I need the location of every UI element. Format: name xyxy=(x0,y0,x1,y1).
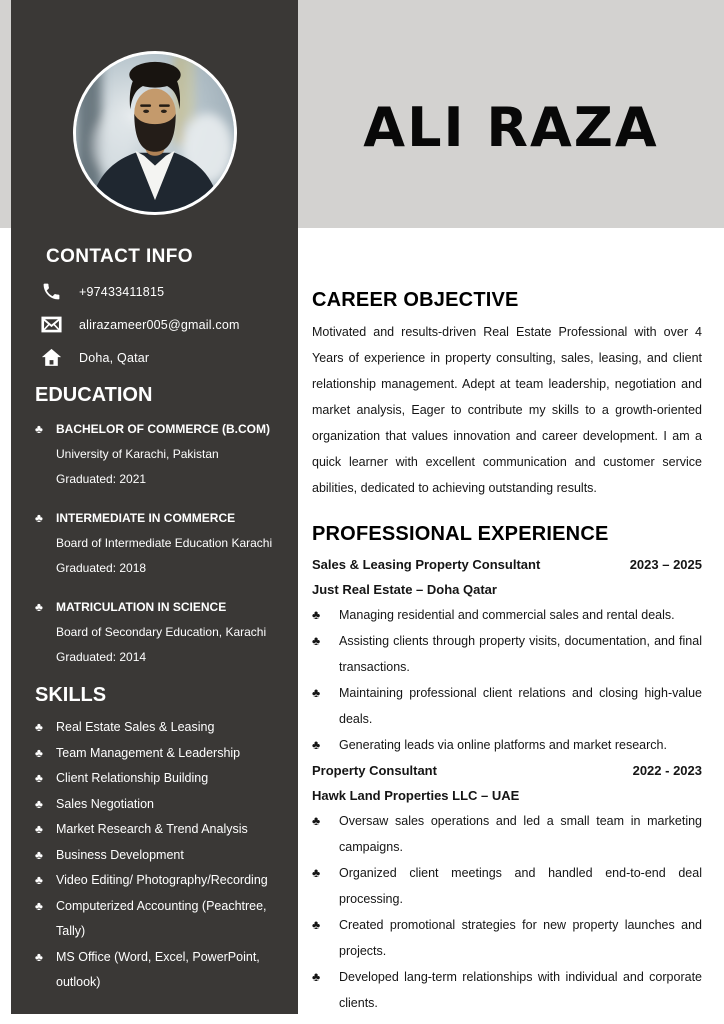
home-icon xyxy=(41,347,62,368)
degree-row xyxy=(35,506,286,531)
bullet-text: Assisting clients through property visits, documentation, and final transactions. xyxy=(339,634,702,674)
club-bullet-icon: ♣ xyxy=(312,970,321,984)
job-dates: 2023 – 2025 xyxy=(629,557,702,572)
club-bullet-icon: ♣ xyxy=(312,814,321,828)
club-bullet-icon: ♣ xyxy=(35,847,43,862)
skill-label: Business Development xyxy=(56,847,184,862)
skill-item xyxy=(35,868,286,894)
club-bullet-icon: ♣ xyxy=(312,608,321,622)
skill-item xyxy=(35,945,286,996)
location-text: Doha, Qatar xyxy=(79,350,150,365)
main-content xyxy=(312,289,702,1016)
club-bullet-icon: ♣ xyxy=(35,949,43,964)
degree-title: MATRICULATION IN SCIENCE xyxy=(56,600,227,614)
skill-item xyxy=(35,843,286,869)
job-dates: 2022 - 2023 xyxy=(632,763,702,778)
club-bullet-icon: ♣ xyxy=(312,634,321,648)
contact-info-heading: CONTACT INFO xyxy=(46,246,193,267)
phone-icon xyxy=(41,281,62,302)
degree-row xyxy=(35,417,286,442)
email-address: alirazameer005@gmail.com xyxy=(79,317,240,332)
club-bullet-icon: ♣ xyxy=(35,511,43,525)
graduation-year: Graduated: 2018 xyxy=(56,561,147,575)
sidebar xyxy=(11,0,298,1014)
club-bullet-icon: ♣ xyxy=(35,720,43,734)
school-name: Board of Secondary Education, Karachi xyxy=(56,625,267,639)
job-bullet xyxy=(312,860,702,912)
job-entry xyxy=(312,758,702,1016)
job-title-row xyxy=(312,552,702,577)
school-name: University of Karachi, Pakistan xyxy=(56,447,219,461)
bullet-text: Oversaw sales operations and led a small team in marketing campaigns. xyxy=(339,814,702,854)
bullet-text: Maintaining professional client relations and closing high-value deals. xyxy=(339,686,702,726)
job-bullet-list xyxy=(312,602,702,758)
job-title: Property Consultant xyxy=(312,763,437,778)
envelope-icon xyxy=(41,314,62,335)
skill-label: Team Management & Leadership xyxy=(56,745,241,760)
club-bullet-icon: ♣ xyxy=(35,873,43,887)
professional-experience-heading: PROFESSIONAL EXPERIENCE xyxy=(312,523,609,545)
skill-label: Real Estate Sales & Leasing xyxy=(56,720,215,734)
job-title: Sales & Leasing Property Consultant xyxy=(312,557,541,572)
education-entry xyxy=(35,417,286,492)
skills-heading: SKILLS xyxy=(35,684,107,706)
name-title: ALI RAZA xyxy=(363,96,659,159)
phone-number: +97433411815 xyxy=(79,284,165,299)
career-objective-text: Motivated and results-driven Real Estate Professional with over 4 Years of experience in property consulting, sales, leasing, and client relationship management. Adept at team leadership, negotiation and market analysis, Eager to contribute my skills to a growth-oriented organization that values innovation and career development. I am a quick learner with excellent communication and customer service abilities, dedicated to achieving outstanding results. xyxy=(312,325,702,495)
job-bullet xyxy=(312,912,702,964)
skill-label: Sales Negotiation xyxy=(56,796,154,811)
job-bullet xyxy=(312,964,702,1016)
bullet-text: Developed lang-term relationships with individual and corporate clients. xyxy=(339,970,702,1010)
skill-label: Computerized Accounting (Peachtree, Tally) xyxy=(56,898,267,938)
skill-item xyxy=(35,741,286,767)
contact-row-email xyxy=(41,314,298,335)
bullet-text: Generating leads via online platforms and market research. xyxy=(339,738,667,752)
degree-row xyxy=(35,595,286,620)
education-heading: EDUCATION xyxy=(35,384,153,406)
education-entry xyxy=(35,506,286,581)
club-bullet-icon: ♣ xyxy=(35,600,43,614)
career-objective-heading: CAREER OBJECTIVE xyxy=(312,289,519,311)
profile-photo xyxy=(73,51,237,215)
club-bullet-icon: ♣ xyxy=(35,422,43,436)
graduation-year: Graduated: 2021 xyxy=(56,472,147,486)
club-bullet-icon: ♣ xyxy=(35,745,43,760)
bullet-text: Managing residential and commercial sales and rental deals. xyxy=(339,608,675,622)
graduation-year: Graduated: 2014 xyxy=(56,650,147,664)
school-name: Board of Intermediate Education Karachi xyxy=(56,536,273,550)
skill-label: MS Office (Word, Excel, PowerPoint, outlook) xyxy=(56,949,260,989)
club-bullet-icon: ♣ xyxy=(312,866,321,880)
degree-title: INTERMEDIATE IN COMMERCE xyxy=(56,511,236,525)
degree-title: BACHELOR OF COMMERCE (B.COM) xyxy=(56,422,270,436)
job-bullet xyxy=(312,602,702,628)
skill-item xyxy=(35,817,286,843)
job-bullet xyxy=(312,732,702,758)
skill-label: Video Editing/ Photography/Recording xyxy=(56,873,268,887)
job-bullet xyxy=(312,808,702,860)
club-bullet-icon: ♣ xyxy=(312,686,321,700)
club-bullet-icon: ♣ xyxy=(312,918,321,932)
education-entry xyxy=(35,595,286,670)
club-bullet-icon: ♣ xyxy=(35,822,43,836)
skill-label: Client Relationship Building xyxy=(56,771,209,785)
skill-item xyxy=(35,894,286,945)
profile-photo-illustration xyxy=(76,54,234,212)
skill-item xyxy=(35,792,286,818)
bullet-text: Organized client meetings and handled end-to-end deal processing. xyxy=(339,866,702,906)
job-title-row xyxy=(312,758,702,783)
skill-item xyxy=(35,715,286,741)
job-entry xyxy=(312,552,702,758)
club-bullet-icon: ♣ xyxy=(312,738,321,752)
job-bullet xyxy=(312,628,702,680)
contact-row-location xyxy=(41,347,298,368)
skill-item xyxy=(35,766,286,792)
club-bullet-icon: ♣ xyxy=(35,898,43,913)
club-bullet-icon: ♣ xyxy=(35,771,43,785)
contact-row-phone xyxy=(41,281,298,302)
club-bullet-icon: ♣ xyxy=(35,796,43,811)
bullet-text: Created promotional strategies for new property launches and projects. xyxy=(339,918,702,958)
job-company: Hawk Land Properties LLC – UAE xyxy=(312,788,520,803)
job-bullet-list xyxy=(312,808,702,1016)
job-bullet xyxy=(312,680,702,732)
skill-label: Market Research & Trend Analysis xyxy=(56,822,248,836)
job-company: Just Real Estate – Doha Qatar xyxy=(312,582,497,597)
